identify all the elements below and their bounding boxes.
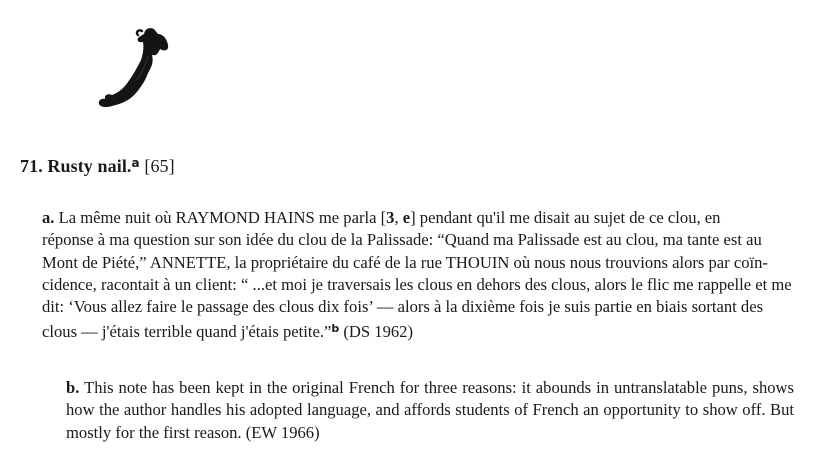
entry-reference: [65] (144, 156, 175, 176)
note-b (66, 377, 794, 444)
cross-ref-number: 3 (386, 208, 395, 227)
cross-ref-open-bracket: [ (380, 208, 387, 227)
cross-ref-letter: e (402, 208, 411, 227)
note-a-text-final: clous — j'étais terrible quand j'étais petite.” (42, 322, 332, 342)
note-marker-b: b (331, 322, 340, 336)
entry-title: 71. Rusty nail. (20, 156, 132, 176)
entry-heading (20, 156, 175, 177)
cross-ref-close-bracket: ] (410, 208, 416, 227)
note-b-label: b. (66, 378, 80, 397)
note-a-line-2: réponse à ma question sur son idée du clou de la Palissade: “Quand ma Palissade est au clou, ma tante est au (42, 230, 762, 250)
note-a-citation: (DS 1962) (339, 322, 413, 342)
note-a (42, 207, 794, 344)
note-marker-a: a (131, 156, 140, 170)
note-a-text-start: La même nuit où RAYMOND HAINS me parla (54, 208, 381, 227)
note-a-label: a. (42, 208, 55, 227)
note-a-line-4: cidence, racontait à un client: “ ...et moi je traversais les clous en dehors des clous, alors le flic me rappelle et me (42, 274, 792, 294)
note-a-line-6 (42, 318, 794, 343)
note-a-line-3: Mont de Piété,” ANNETTE, la propriétaire du café de la rue THOUIN où nous nous trouvions alors par coïn- (42, 252, 768, 272)
note-a-line-1 (42, 207, 794, 229)
note-a-text-end: pendant qu'il me disait au sujet de ce clou, en (415, 208, 721, 227)
cross-ref-separator: , (394, 208, 403, 227)
note-a-line-5: dit: ‘Vous allez faire le passage des clous dix fois’ — alors à la dixième fois je suis partie en biais sortant des (42, 297, 764, 317)
note-b-text: This note has been kept in the original French for three reasons: it abounds in untranslatable puns, shows how the author handles his adopted language, and affords students of French an opportunity to show off. But mostly for the first reason. (EW 1966) (66, 378, 794, 442)
note-a-cross-ref (381, 208, 416, 227)
rusty-nail-image (88, 22, 198, 114)
